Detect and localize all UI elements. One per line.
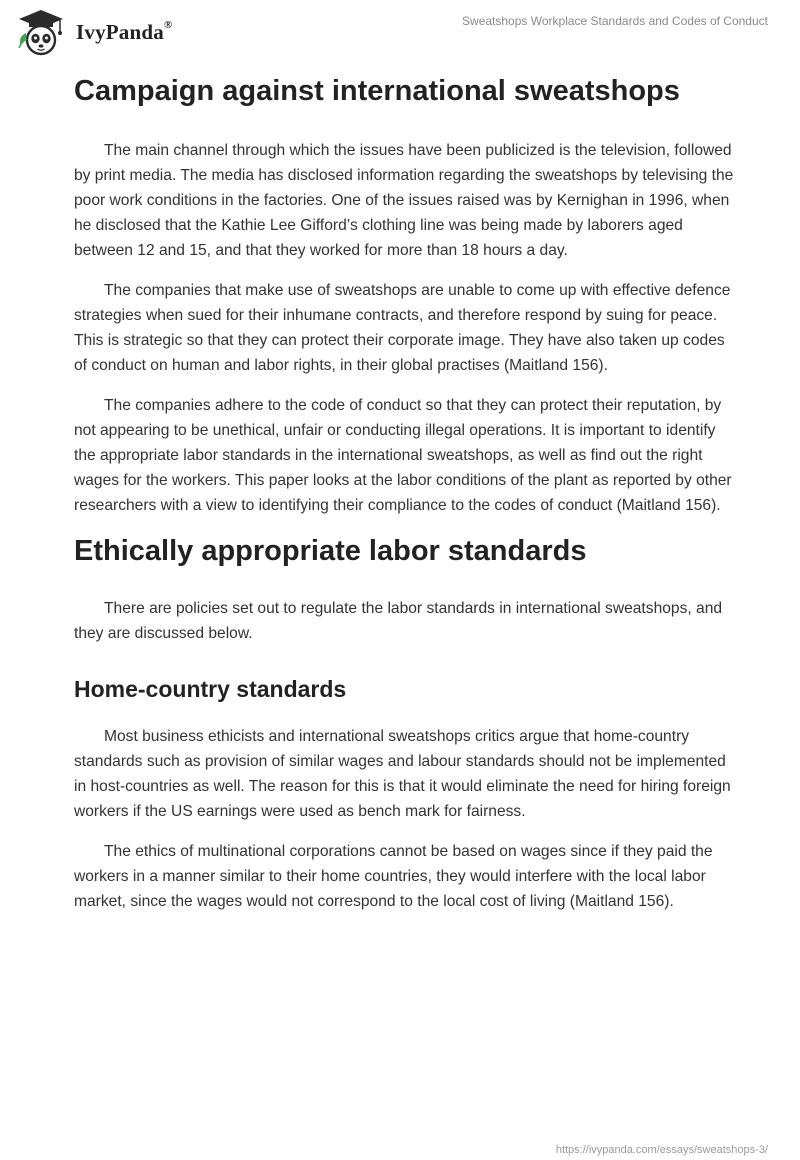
paragraph: The companies that make use of sweatshops are unable to come up with effective defence strategies when sued for their inhumane contracts, and therefore respond by suing for peace. This is strategic so that they can protect their corporate image. They have also taken up codes of conduct on human and labor rights, in their global practises (Maitland 156).: [74, 281, 731, 374]
section-heading-campaign: Campaign against international sweatshops: [74, 75, 680, 107]
document-title: Sweatshops Workplace Standards and Codes of Conduct: [462, 14, 768, 28]
panda-graduation-cap-icon: [16, 8, 66, 56]
brand-name: IvyPanda®: [76, 18, 173, 44]
logo[interactable]: [16, 8, 172, 56]
paragraph: The ethics of multinational corporations cannot be based on wages since if they paid the workers in a manner similar to their home countries, they would interfere with the local labor market, since the wages would not correspond to the local cost of living (Maitland 156).: [74, 843, 713, 911]
paragraph: The main channel through which the issues have been publicized is the television, followed by print media. The media has disclosed information regarding the sweatshops by televising the poor work conditions in the factories. One of the issues raised was by Kernighan in 1996, when he disclosed that the Kathie Lee Gifford’s clothing line was being made by laborers aged between 12 and 15, and that they worked for more than 18 hours a day.: [74, 141, 734, 259]
article-body: [74, 70, 734, 914]
section-heading-ethical: Ethically appropriate labor standards: [74, 534, 587, 567]
registered-mark: ®: [163, 18, 173, 31]
paragraph: The companies adhere to the code of conduct so that they can protect their reputation, by not appearing to be unethical, unfair or conducting illegal operations. It is important to identify the appropriate labor standards in the international sweatshops, as well as find out the right wages for the workers. This paper looks at the labor conditions of the plant as reported by other researchers with a view to identifying their compliance to the codes of conduct (Maitland 156).: [74, 396, 732, 514]
subsection-heading-home-country: Home-country standards: [74, 676, 347, 703]
paragraph: There are policies set out to regulate the labor standards in international sweatshops, and they are discussed below.: [74, 600, 723, 643]
paragraph: Most business ethicists and international sweatshops critics argue that home-country standards such as provision of similar wages and labour standards should not be implemented in host-countries as well. The reason for this is that it would eliminate the need for hiring foreign workers if the US earnings were used as bench mark for fairness.: [74, 728, 731, 821]
page-header: [0, 0, 800, 60]
source-url[interactable]: https://ivypanda.com/essays/sweatshops-3/: [555, 1144, 768, 1156]
